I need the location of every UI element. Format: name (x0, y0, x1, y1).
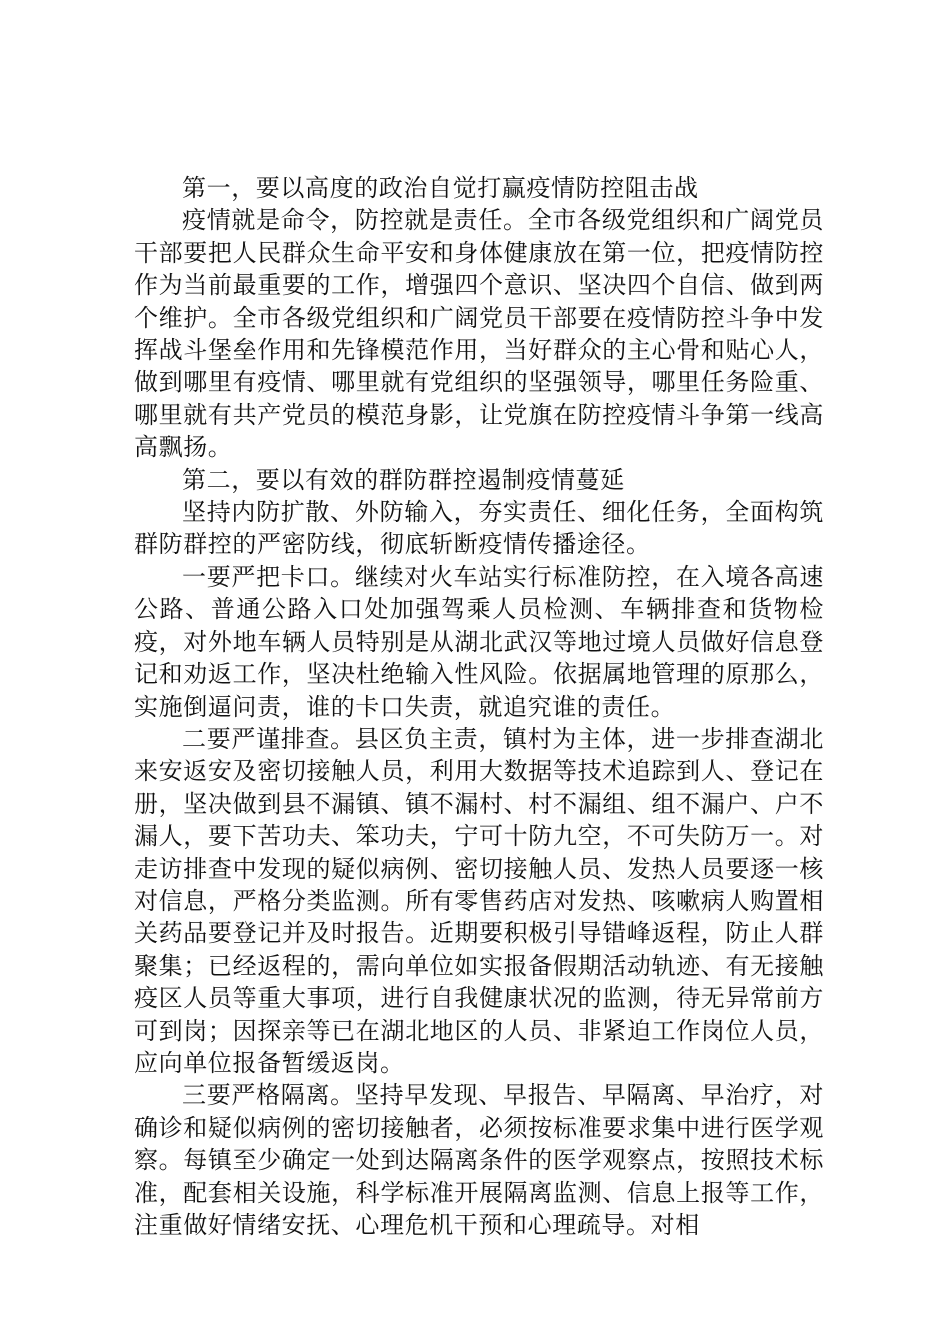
body-paragraph: 一要严把卡口。继续对火车站实行标准防控，在入境各高速公路、普通公路入口处加强驾乘人员检测、车辆排查和货物检疫，对外地车辆人员特别是从湖北武汉等地过境人员做好信息登记和劝返工作，坚决杜绝输入性风险。依据属地管理的原那么，实施倒逼问责，谁的卡口失责，就追究谁的责任。 (134, 562, 824, 721)
body-paragraph: 坚持内防扩散、外防输入，夯实责任、细化任务，全面构筑群防群控的严密防线，彻底斩断疫情传播途径。 (134, 498, 824, 559)
section-heading-2: 第二，要以有效的群防群控遏制疫情蔓延 (182, 465, 625, 494)
body-paragraph: 疫情就是命令，防控就是责任。全市各级党组织和广阔党员干部要把人民群众生命平安和身体健康放在第一位，把疫情防控作为当前最重要的工作，增强四个意识、坚决四个自信、做到两个维护。全市各级党组织和广阔党员干部要在疫情防控斗争中发挥战斗堡垒作用和先锋模范作用，当好群众的主心骨和贴心人，做到哪里有疫情、哪里就有党组织的坚强领导，哪里任务险重、哪里就有共产党员的模范身影，让党旗在防控疫情斗争第一线高高飘扬。 (134, 206, 824, 462)
body-paragraph: 二要严谨排查。县区负主责，镇村为主体，进一步排查湖北来安返安及密切接触人员，利用大数据等技术追踪到人、登记在册，坚决做到县不漏镇、镇不漏村、村不漏组、组不漏户、户不漏人，要下苦功夫、笨功夫，宁可十防九空，不可失防万一。对走访排查中发现的疑似病例、密切接触人员、发热人员要逐一核对信息，严格分类监测。所有零售药店对发热、咳嗽病人购置相关药品要登记并及时报告。近期要积极引导错峰返程，防止人群聚集；已经返程的，需向单位如实报备假期活动轨迹、有无接触疫区人员等重大事项，进行自我健康状况的监测，待无异常前方可到岗；因探亲等已在湖北地区的人员、非紧迫工作岗位人员，应向单位报备暂缓返岗。 (134, 724, 824, 1077)
document-body (134, 172, 824, 1241)
body-paragraph: 三要严格隔离。坚持早发现、早报告、早隔离、早治疗，对确诊和疑似病例的密切接触者，必须按标准要求集中进行医学观察。每镇至少确定一处到达隔离条件的医学观察点，按照技术标准，配套相关设施，科学标准开展隔离监测、信息上报等工作，注重做好情绪安抚、心理危机干预和心理疏导。对相 (134, 1081, 824, 1239)
section-heading-1: 第一，要以高度的政治自觉打赢疫情防控阻击战 (182, 174, 699, 202)
